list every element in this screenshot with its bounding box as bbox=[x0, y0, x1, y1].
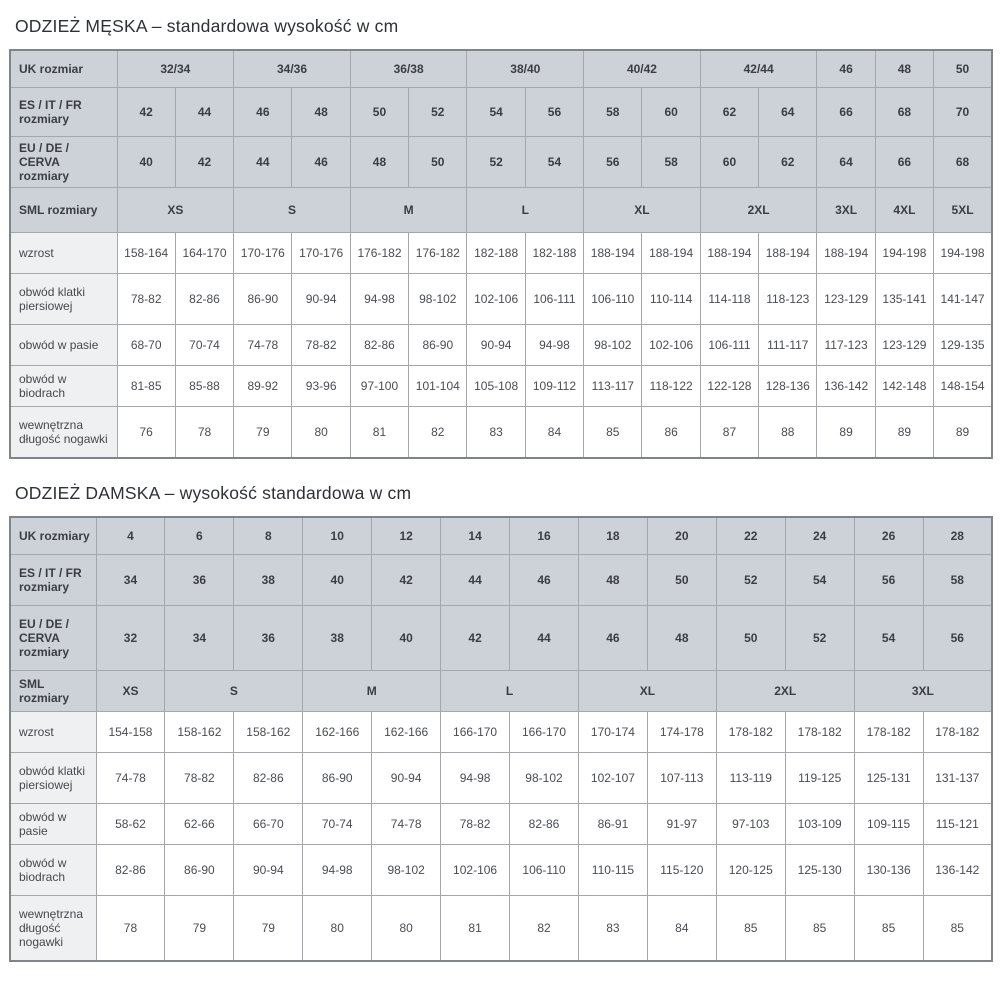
value-cell: 85 bbox=[584, 407, 642, 459]
size-cell: 34/36 bbox=[234, 50, 351, 88]
header-row bbox=[10, 137, 992, 188]
row-label-cell: EU / DE / CERVA rozmiary bbox=[10, 606, 96, 671]
size-cell: 2XL bbox=[716, 671, 854, 712]
value-cell: 82 bbox=[409, 407, 467, 459]
size-cell: 50 bbox=[934, 50, 992, 88]
row-label-cell: EU / DE / CERVA rozmiary bbox=[10, 137, 117, 188]
size-cell: 38 bbox=[303, 606, 372, 671]
value-cell: 178-182 bbox=[854, 712, 923, 753]
header-row bbox=[10, 50, 992, 88]
size-cell: 56 bbox=[854, 555, 923, 606]
value-cell: 86 bbox=[642, 407, 700, 459]
size-cell: 40 bbox=[303, 555, 372, 606]
value-cell: 178-182 bbox=[923, 712, 992, 753]
size-cell: 40 bbox=[117, 137, 175, 188]
value-cell: 170-176 bbox=[234, 233, 292, 274]
value-cell: 79 bbox=[165, 896, 234, 962]
size-cell: 36 bbox=[234, 606, 303, 671]
size-cell: 46 bbox=[292, 137, 350, 188]
mens-size-table bbox=[9, 49, 993, 459]
value-cell: 88 bbox=[759, 407, 817, 459]
value-cell: 176-182 bbox=[409, 233, 467, 274]
value-cell: 141-147 bbox=[934, 274, 992, 325]
value-cell: 178-182 bbox=[716, 712, 785, 753]
measurement-row bbox=[10, 407, 992, 459]
value-cell: 62-66 bbox=[165, 804, 234, 845]
value-cell: 115-121 bbox=[923, 804, 992, 845]
measurement-row bbox=[10, 233, 992, 274]
value-cell: 86-90 bbox=[234, 274, 292, 325]
row-label-cell: obwód w biodrach bbox=[10, 845, 96, 896]
size-cell: 52 bbox=[409, 88, 467, 137]
value-cell: 58-62 bbox=[96, 804, 165, 845]
size-cell: 42 bbox=[372, 555, 441, 606]
value-cell: 135-141 bbox=[875, 274, 933, 325]
size-cell: 28 bbox=[923, 517, 992, 555]
header-row bbox=[10, 671, 992, 712]
value-cell: 82-86 bbox=[350, 325, 408, 366]
size-cell: 56 bbox=[584, 137, 642, 188]
size-cell: 18 bbox=[578, 517, 647, 555]
value-cell: 113-117 bbox=[584, 366, 642, 407]
size-cell: 50 bbox=[409, 137, 467, 188]
value-cell: 94-98 bbox=[303, 845, 372, 896]
value-cell: 82-86 bbox=[96, 845, 165, 896]
value-cell: 80 bbox=[303, 896, 372, 962]
value-cell: 106-111 bbox=[525, 274, 583, 325]
value-cell: 109-115 bbox=[854, 804, 923, 845]
value-cell: 162-166 bbox=[303, 712, 372, 753]
size-cell: 64 bbox=[759, 88, 817, 137]
size-cell: XL bbox=[584, 188, 701, 233]
header-row bbox=[10, 555, 992, 606]
value-cell: 118-122 bbox=[642, 366, 700, 407]
value-cell: 123-129 bbox=[875, 325, 933, 366]
value-cell: 68-70 bbox=[117, 325, 175, 366]
value-cell: 170-176 bbox=[292, 233, 350, 274]
value-cell: 94-98 bbox=[441, 753, 510, 804]
size-cell: 8 bbox=[234, 517, 303, 555]
size-cell: 38/40 bbox=[467, 50, 584, 88]
size-cell: 52 bbox=[785, 606, 854, 671]
size-cell: S bbox=[234, 188, 351, 233]
size-cell: 46 bbox=[510, 555, 579, 606]
size-cell: 40/42 bbox=[584, 50, 701, 88]
value-cell: 102-106 bbox=[467, 274, 525, 325]
size-cell: 68 bbox=[934, 137, 992, 188]
value-cell: 90-94 bbox=[372, 753, 441, 804]
size-cell: 48 bbox=[292, 88, 350, 137]
value-cell: 98-102 bbox=[510, 753, 579, 804]
size-cell: 52 bbox=[467, 137, 525, 188]
value-cell: 89 bbox=[934, 407, 992, 459]
value-cell: 123-129 bbox=[817, 274, 875, 325]
value-cell: 91-97 bbox=[647, 804, 716, 845]
value-cell: 117-123 bbox=[817, 325, 875, 366]
value-cell: 194-198 bbox=[934, 233, 992, 274]
size-cell: XS bbox=[96, 671, 165, 712]
value-cell: 107-113 bbox=[647, 753, 716, 804]
value-cell: 90-94 bbox=[467, 325, 525, 366]
row-label-cell: wzrost bbox=[10, 712, 96, 753]
size-cell: 46 bbox=[234, 88, 292, 137]
measurement-row bbox=[10, 753, 992, 804]
header-row bbox=[10, 188, 992, 233]
row-label-cell: wewnętrzna długość nogawki bbox=[10, 896, 96, 962]
value-cell: 106-110 bbox=[584, 274, 642, 325]
size-cell: 42 bbox=[117, 88, 175, 137]
value-cell: 101-104 bbox=[409, 366, 467, 407]
value-cell: 110-114 bbox=[642, 274, 700, 325]
size-cell: 66 bbox=[817, 88, 875, 137]
size-cell: 32/34 bbox=[117, 50, 234, 88]
value-cell: 79 bbox=[234, 407, 292, 459]
value-cell: 76 bbox=[117, 407, 175, 459]
value-cell: 114-118 bbox=[700, 274, 758, 325]
value-cell: 82-86 bbox=[175, 274, 233, 325]
value-cell: 80 bbox=[372, 896, 441, 962]
value-cell: 86-90 bbox=[303, 753, 372, 804]
value-cell: 89 bbox=[817, 407, 875, 459]
value-cell: 129-135 bbox=[934, 325, 992, 366]
size-cell: 62 bbox=[759, 137, 817, 188]
value-cell: 94-98 bbox=[525, 325, 583, 366]
size-cell: 2XL bbox=[700, 188, 817, 233]
value-cell: 188-194 bbox=[700, 233, 758, 274]
value-cell: 148-154 bbox=[934, 366, 992, 407]
size-cell: 44 bbox=[510, 606, 579, 671]
value-cell: 194-198 bbox=[875, 233, 933, 274]
size-cell: 56 bbox=[923, 606, 992, 671]
value-cell: 97-103 bbox=[716, 804, 785, 845]
value-cell: 111-117 bbox=[759, 325, 817, 366]
value-cell: 106-110 bbox=[510, 845, 579, 896]
value-cell: 176-182 bbox=[350, 233, 408, 274]
value-cell: 89 bbox=[875, 407, 933, 459]
value-cell: 74-78 bbox=[96, 753, 165, 804]
row-label-cell: obwód w pasie bbox=[10, 804, 96, 845]
row-label-cell: ES / IT / FR rozmiary bbox=[10, 88, 117, 137]
value-cell: 105-108 bbox=[467, 366, 525, 407]
value-cell: 118-123 bbox=[759, 274, 817, 325]
size-cell: 58 bbox=[584, 88, 642, 137]
header-row bbox=[10, 517, 992, 555]
value-cell: 86-90 bbox=[165, 845, 234, 896]
value-cell: 86-90 bbox=[409, 325, 467, 366]
row-label-cell: UK rozmiar bbox=[10, 50, 117, 88]
size-cell: 58 bbox=[923, 555, 992, 606]
size-cell: 54 bbox=[525, 137, 583, 188]
size-cell: 4 bbox=[96, 517, 165, 555]
size-cell: 12 bbox=[372, 517, 441, 555]
value-cell: 158-164 bbox=[117, 233, 175, 274]
measurement-row bbox=[10, 325, 992, 366]
measurement-row bbox=[10, 896, 992, 962]
size-cell: 44 bbox=[234, 137, 292, 188]
value-cell: 120-125 bbox=[716, 845, 785, 896]
value-cell: 85 bbox=[716, 896, 785, 962]
value-cell: 182-188 bbox=[525, 233, 583, 274]
size-cell: 36 bbox=[165, 555, 234, 606]
size-cell: 66 bbox=[875, 137, 933, 188]
value-cell: 188-194 bbox=[759, 233, 817, 274]
size-cell: XL bbox=[578, 671, 716, 712]
size-cell: 16 bbox=[510, 517, 579, 555]
value-cell: 102-106 bbox=[642, 325, 700, 366]
mens-section-title: ODZIEŻ MĘSKA – standardowa wysokość w cm bbox=[15, 16, 399, 36]
value-cell: 122-128 bbox=[700, 366, 758, 407]
row-label-cell: ES / IT / FR rozmiary bbox=[10, 555, 96, 606]
size-cell: M bbox=[350, 188, 467, 233]
value-cell: 166-170 bbox=[510, 712, 579, 753]
value-cell: 136-142 bbox=[817, 366, 875, 407]
size-cell: XS bbox=[117, 188, 234, 233]
value-cell: 70-74 bbox=[303, 804, 372, 845]
value-cell: 142-148 bbox=[875, 366, 933, 407]
size-cell: 52 bbox=[716, 555, 785, 606]
size-cell: 3XL bbox=[854, 671, 992, 712]
size-cell: 34 bbox=[165, 606, 234, 671]
value-cell: 188-194 bbox=[817, 233, 875, 274]
size-cell: 38 bbox=[234, 555, 303, 606]
size-cell: S bbox=[165, 671, 303, 712]
value-cell: 162-166 bbox=[372, 712, 441, 753]
size-cell: 58 bbox=[642, 137, 700, 188]
size-cell: 50 bbox=[716, 606, 785, 671]
size-cell: 50 bbox=[350, 88, 408, 137]
value-cell: 110-115 bbox=[578, 845, 647, 896]
size-cell: L bbox=[441, 671, 579, 712]
value-cell: 74-78 bbox=[234, 325, 292, 366]
size-cell: 22 bbox=[716, 517, 785, 555]
value-cell: 154-158 bbox=[96, 712, 165, 753]
value-cell: 109-112 bbox=[525, 366, 583, 407]
size-cell: 40 bbox=[372, 606, 441, 671]
row-label-cell: wzrost bbox=[10, 233, 117, 274]
header-row bbox=[10, 606, 992, 671]
size-cell: L bbox=[467, 188, 584, 233]
value-cell: 170-174 bbox=[578, 712, 647, 753]
size-cell: 48 bbox=[647, 606, 716, 671]
value-cell: 131-137 bbox=[923, 753, 992, 804]
row-label-cell: obwód w biodrach bbox=[10, 366, 117, 407]
value-cell: 102-106 bbox=[441, 845, 510, 896]
value-cell: 93-96 bbox=[292, 366, 350, 407]
value-cell: 80 bbox=[292, 407, 350, 459]
header-row bbox=[10, 88, 992, 137]
value-cell: 82-86 bbox=[234, 753, 303, 804]
mens-size-section bbox=[9, 16, 993, 459]
value-cell: 128-136 bbox=[759, 366, 817, 407]
value-cell: 85 bbox=[854, 896, 923, 962]
size-cell: 5XL bbox=[934, 188, 992, 233]
size-cell: M bbox=[303, 671, 441, 712]
size-cell: 14 bbox=[441, 517, 510, 555]
value-cell: 85 bbox=[785, 896, 854, 962]
value-cell: 106-111 bbox=[700, 325, 758, 366]
size-cell: 54 bbox=[854, 606, 923, 671]
value-cell: 78 bbox=[175, 407, 233, 459]
row-label-cell: obwód w pasie bbox=[10, 325, 117, 366]
value-cell: 81 bbox=[441, 896, 510, 962]
size-cell: 44 bbox=[441, 555, 510, 606]
size-cell: 46 bbox=[578, 606, 647, 671]
size-cell: 70 bbox=[934, 88, 992, 137]
value-cell: 115-120 bbox=[647, 845, 716, 896]
size-cell: 20 bbox=[647, 517, 716, 555]
size-cell: 4XL bbox=[875, 188, 933, 233]
size-cell: 60 bbox=[700, 137, 758, 188]
value-cell: 66-70 bbox=[234, 804, 303, 845]
value-cell: 82 bbox=[510, 896, 579, 962]
value-cell: 130-136 bbox=[854, 845, 923, 896]
size-cell: 42/44 bbox=[700, 50, 817, 88]
value-cell: 188-194 bbox=[584, 233, 642, 274]
value-cell: 78-82 bbox=[165, 753, 234, 804]
value-cell: 97-100 bbox=[350, 366, 408, 407]
value-cell: 87 bbox=[700, 407, 758, 459]
value-cell: 83 bbox=[467, 407, 525, 459]
size-cell: 32 bbox=[96, 606, 165, 671]
value-cell: 158-162 bbox=[234, 712, 303, 753]
value-cell: 174-178 bbox=[647, 712, 716, 753]
value-cell: 94-98 bbox=[350, 274, 408, 325]
value-cell: 78-82 bbox=[292, 325, 350, 366]
size-cell: 10 bbox=[303, 517, 372, 555]
row-label-cell: UK rozmiary bbox=[10, 517, 96, 555]
value-cell: 125-131 bbox=[854, 753, 923, 804]
value-cell: 103-109 bbox=[785, 804, 854, 845]
size-cell: 26 bbox=[854, 517, 923, 555]
value-cell: 102-107 bbox=[578, 753, 647, 804]
value-cell: 90-94 bbox=[234, 845, 303, 896]
size-cell: 54 bbox=[467, 88, 525, 137]
size-cell: 42 bbox=[441, 606, 510, 671]
value-cell: 119-125 bbox=[785, 753, 854, 804]
measurement-row bbox=[10, 804, 992, 845]
size-cell: 24 bbox=[785, 517, 854, 555]
value-cell: 98-102 bbox=[584, 325, 642, 366]
row-label-cell: obwód klatki piersiowej bbox=[10, 274, 117, 325]
value-cell: 158-162 bbox=[165, 712, 234, 753]
value-cell: 136-142 bbox=[923, 845, 992, 896]
value-cell: 113-119 bbox=[716, 753, 785, 804]
value-cell: 85 bbox=[923, 896, 992, 962]
size-cell: 48 bbox=[578, 555, 647, 606]
value-cell: 164-170 bbox=[175, 233, 233, 274]
size-cell: 50 bbox=[647, 555, 716, 606]
value-cell: 83 bbox=[578, 896, 647, 962]
value-cell: 90-94 bbox=[292, 274, 350, 325]
measurement-row bbox=[10, 712, 992, 753]
value-cell: 85-88 bbox=[175, 366, 233, 407]
size-cell: 62 bbox=[700, 88, 758, 137]
value-cell: 70-74 bbox=[175, 325, 233, 366]
value-cell: 78-82 bbox=[441, 804, 510, 845]
value-cell: 98-102 bbox=[409, 274, 467, 325]
row-label-cell: wewnętrzna długość nogawki bbox=[10, 407, 117, 459]
value-cell: 89-92 bbox=[234, 366, 292, 407]
value-cell: 81 bbox=[350, 407, 408, 459]
womens-size-section bbox=[9, 483, 993, 962]
size-cell: 6 bbox=[165, 517, 234, 555]
value-cell: 178-182 bbox=[785, 712, 854, 753]
value-cell: 98-102 bbox=[372, 845, 441, 896]
value-cell: 74-78 bbox=[372, 804, 441, 845]
value-cell: 78-82 bbox=[117, 274, 175, 325]
size-cell: 64 bbox=[817, 137, 875, 188]
value-cell: 84 bbox=[525, 407, 583, 459]
value-cell: 86-91 bbox=[578, 804, 647, 845]
value-cell: 188-194 bbox=[642, 233, 700, 274]
size-cell: 44 bbox=[175, 88, 233, 137]
measurement-row bbox=[10, 845, 992, 896]
size-cell: 36/38 bbox=[350, 50, 467, 88]
row-label-cell: SML rozmiary bbox=[10, 671, 96, 712]
size-cell: 60 bbox=[642, 88, 700, 137]
row-label-cell: obwód klatki piersiowej bbox=[10, 753, 96, 804]
size-cell: 46 bbox=[817, 50, 875, 88]
measurement-row bbox=[10, 274, 992, 325]
value-cell: 125-130 bbox=[785, 845, 854, 896]
size-cell: 54 bbox=[785, 555, 854, 606]
size-cell: 34 bbox=[96, 555, 165, 606]
value-cell: 82-86 bbox=[510, 804, 579, 845]
row-label-cell: SML rozmiary bbox=[10, 188, 117, 233]
size-cell: 48 bbox=[350, 137, 408, 188]
value-cell: 84 bbox=[647, 896, 716, 962]
womens-size-table bbox=[9, 516, 993, 962]
measurement-row bbox=[10, 366, 992, 407]
size-cell: 42 bbox=[175, 137, 233, 188]
womens-section-title: ODZIEŻ DAMSKA – wysokość standardowa w cm bbox=[15, 483, 412, 503]
size-cell: 56 bbox=[525, 88, 583, 137]
size-cell: 68 bbox=[875, 88, 933, 137]
value-cell: 81-85 bbox=[117, 366, 175, 407]
value-cell: 78 bbox=[96, 896, 165, 962]
size-cell: 3XL bbox=[817, 188, 875, 233]
value-cell: 182-188 bbox=[467, 233, 525, 274]
value-cell: 166-170 bbox=[441, 712, 510, 753]
size-cell: 48 bbox=[875, 50, 933, 88]
value-cell: 79 bbox=[234, 896, 303, 962]
